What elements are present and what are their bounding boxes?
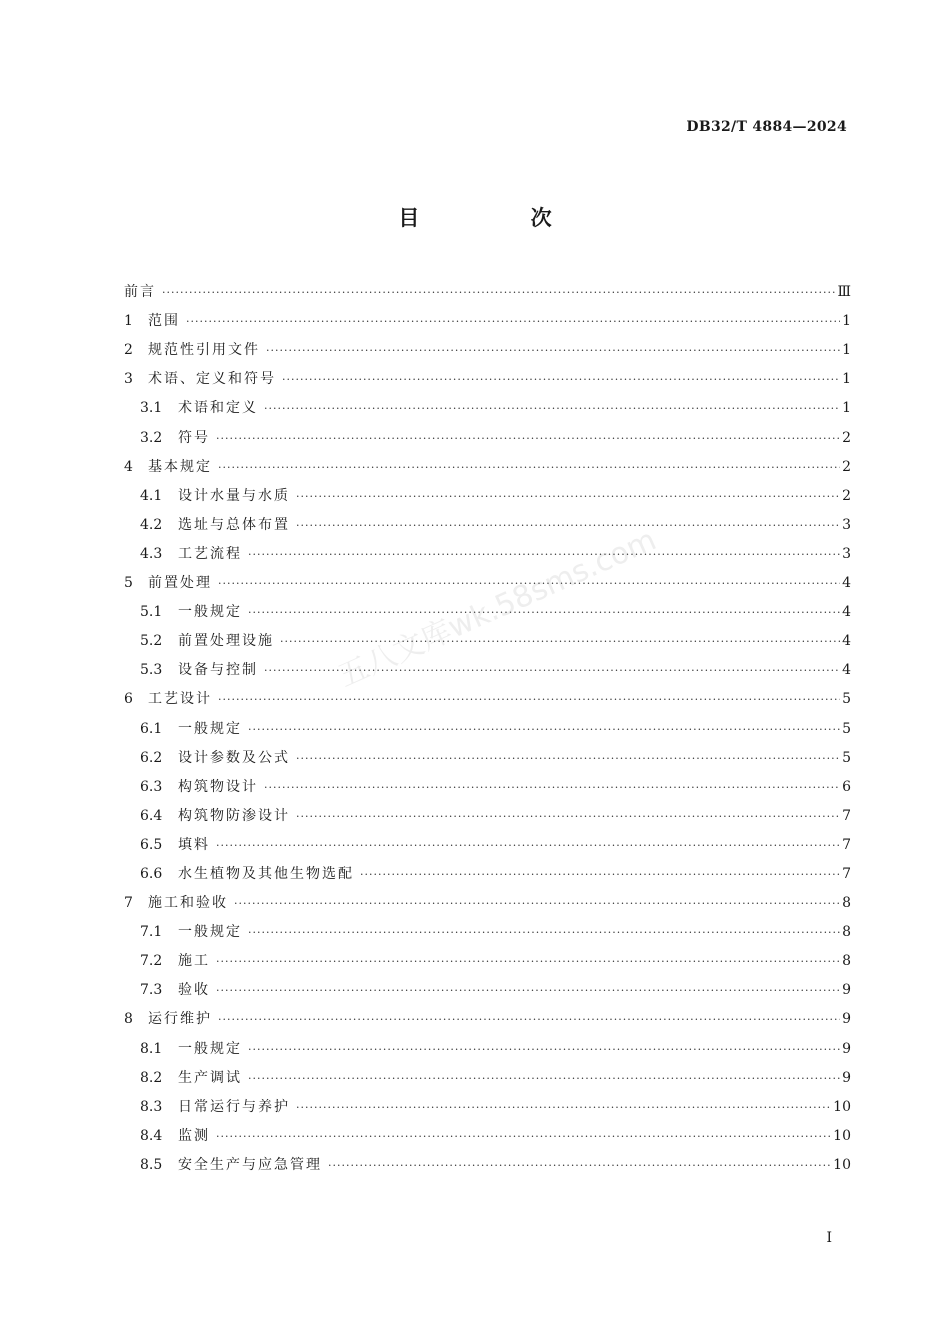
toc-entry[interactable] [124,947,851,976]
toc-leader-dots [296,1093,831,1122]
toc-leader-dots [264,656,840,685]
toc-entry-title: 范围 [148,313,180,330]
toc-entry-page: 2 [842,458,851,475]
toc-entry-title: 构筑物防渗设计 [178,807,290,824]
toc-entry-number: 4.3 [140,545,163,562]
toc-entry-page: 2 [842,487,851,504]
toc-leader-dots [162,278,835,307]
toc-entry-page: 3 [842,516,851,533]
toc-entry-number: 5 [124,575,133,592]
toc-entry-title: 术语和定义 [178,400,258,417]
toc-entry-number: 2 [124,342,133,359]
toc-leader-dots [186,307,840,336]
toc-entry-title: 设备与控制 [178,662,258,679]
toc-entry-title: 一般规定 [178,604,242,621]
toc-entry-title: 前言 [124,284,156,301]
watermark: 五八文库wk.58sms.com [333,522,662,695]
toc-entry-page: 1 [842,313,851,330]
toc-entry-number: 3.1 [140,400,163,417]
toc-entry-page: 10 [833,1127,851,1144]
toc-entry-title: 构筑物设计 [178,778,258,795]
toc-entry-number: 4.2 [140,516,163,533]
toc-entry-number: 8 [124,1011,133,1028]
toc-entry[interactable] [124,511,851,540]
toc-entry[interactable] [124,1093,851,1122]
toc-entry-number: 3 [124,371,133,388]
toc-entry-number: 5.2 [140,633,163,650]
toc-entry-title: 设计水量与水质 [178,487,290,504]
toc-entry-number: 6.2 [140,749,163,766]
toc-entry-number: 3.2 [140,429,163,446]
toc-entry-number: 6 [124,691,133,708]
toc-entry-number: 6.5 [140,836,163,853]
toc-entry-number: 6.3 [140,778,163,795]
toc-entry-number: 8.2 [140,1069,163,1086]
toc-entry-page: 10 [833,1098,851,1115]
toc-entry-title: 术语、定义和符号 [148,371,276,388]
toc-entry[interactable] [124,307,851,336]
toc-entry-number: 5.3 [140,662,163,679]
toc-entry-title: 前置处理设施 [178,633,274,650]
toc-entry-page: 1 [842,342,851,359]
toc-leader-dots [282,365,840,394]
toc-entry-page: 7 [842,836,851,853]
toc-entry-title: 设计参数及公式 [178,749,290,766]
table-of-contents [124,278,851,1180]
toc-leader-dots [280,627,840,656]
toc-entry-title: 工艺设计 [148,691,212,708]
toc-entry-number: 7 [124,895,133,912]
toc-entry-page: 4 [842,604,851,621]
toc-entry-number: 8.5 [140,1156,163,1173]
toc-entry-number: 8.1 [140,1040,163,1057]
toc-entry-page: 10 [833,1156,851,1173]
toc-entry-page: 8 [842,924,851,941]
toc-leader-dots [296,802,840,831]
toc-entry-title: 一般规定 [178,720,242,737]
toc-leader-dots [234,889,840,918]
toc-entry[interactable] [124,394,851,423]
toc-entry-title: 选址与总体布置 [178,516,290,533]
toc-entry-title: 规范性引用文件 [148,342,260,359]
toc-leader-dots [216,976,840,1005]
toc-leader-dots [264,394,840,423]
toc-entry[interactable] [124,1064,851,1093]
toc-entry-page: 9 [842,1011,851,1028]
toc-leader-dots [296,744,840,773]
toc-leader-dots [248,1064,840,1093]
toc-entry-page: 9 [842,1069,851,1086]
toc-entry-title: 一般规定 [178,924,242,941]
toc-entry-title: 监测 [178,1127,210,1144]
toc-entry-page: 7 [842,807,851,824]
toc-entry-page: 1 [842,400,851,417]
toc-leader-dots [248,540,840,569]
toc-entry-title: 基本规定 [148,458,212,475]
toc-entry-page: 4 [842,662,851,679]
toc-entry-page: 2 [842,429,851,446]
toc-entry[interactable] [124,1034,851,1063]
standard-code: DB32/T 4884—2024 [686,119,847,135]
toc-entry-title: 工艺流程 [178,545,242,562]
toc-entry-number: 1 [124,313,133,330]
toc-entry-title: 验收 [178,982,210,999]
toc-leader-dots [328,1151,831,1180]
toc-entry[interactable] [124,336,851,365]
toc-entry-page: 9 [842,982,851,999]
toc-entry[interactable] [124,453,851,482]
toc-entry-number: 5.1 [140,604,163,621]
toc-entry-title: 填料 [178,836,210,853]
toc-leader-dots [248,918,840,947]
toc-entry-title: 施工 [178,953,210,970]
toc-entry[interactable] [124,1151,851,1180]
toc-entry[interactable] [124,976,851,1005]
toc-leader-dots [218,1005,840,1034]
toc-entry[interactable] [124,540,851,569]
toc-entry[interactable] [124,1005,851,1034]
toc-leader-dots [218,685,840,714]
toc-entry-title: 安全生产与应急管理 [178,1156,322,1173]
toc-entry-number: 6.4 [140,807,163,824]
toc-entry-number: 8.3 [140,1098,163,1115]
toc-entry[interactable] [124,598,851,627]
toc-entry-number: 6.6 [140,865,163,882]
toc-entry-number: 7.1 [140,924,163,941]
toc-entry-number: 4.1 [140,487,163,504]
toc-entry-title: 水生植物及其他生物选配 [178,865,354,882]
toc-entry-title: 符号 [178,429,210,446]
toc-entry-page: 5 [842,691,851,708]
toc-leader-dots [216,1122,831,1151]
toc-entry[interactable] [124,1122,851,1151]
toc-leader-dots [216,947,840,976]
page-title: 目 次 [398,206,604,230]
toc-leader-dots [218,569,840,598]
toc-entry[interactable] [124,714,851,743]
toc-entry[interactable] [124,423,851,452]
toc-entry-number: 4 [124,458,133,475]
toc-entry-page: 8 [842,953,851,970]
toc-entry-page: 8 [842,895,851,912]
toc-leader-dots [248,715,840,744]
toc-entry-page: 4 [842,575,851,592]
toc-entry[interactable] [124,918,851,947]
toc-leader-dots [266,336,840,365]
toc-entry[interactable] [124,656,851,685]
toc-entry-title: 生产调试 [178,1069,242,1086]
toc-entry-number: 6.1 [140,720,163,737]
toc-entry[interactable] [124,773,851,802]
toc-entry-title: 一般规定 [178,1040,242,1057]
toc-leader-dots [216,424,840,453]
toc-entry-title: 施工和验收 [148,895,228,912]
toc-leader-dots [248,598,840,627]
toc-entry-page: 3 [842,545,851,562]
toc-leader-dots [296,482,840,511]
toc-entry[interactable] [124,860,851,889]
toc-entry[interactable] [124,569,851,598]
toc-entry[interactable] [124,685,851,714]
toc-entry-page: Ⅲ [837,284,851,301]
toc-entry-page: 4 [842,633,851,650]
toc-entry-page: 5 [842,749,851,766]
toc-entry-page: 1 [842,371,851,388]
toc-entry[interactable] [124,482,851,511]
toc-leader-dots [360,860,840,889]
toc-entry[interactable] [124,889,851,918]
toc-entry[interactable] [124,365,851,394]
toc-entry-title: 前置处理 [148,575,212,592]
toc-entry[interactable] [124,744,851,773]
toc-entry-title: 日常运行与养护 [178,1098,290,1115]
toc-entry-number: 8.4 [140,1127,163,1144]
toc-leader-dots [296,511,840,540]
toc-entry[interactable] [124,831,851,860]
toc-entry-number: 7.3 [140,982,163,999]
toc-entry[interactable] [124,627,851,656]
toc-entry-title: 运行维护 [148,1011,212,1028]
toc-entry-page: 7 [842,865,851,882]
toc-entry[interactable] [124,802,851,831]
page-number: I [826,1230,832,1246]
toc-leader-dots [248,1035,840,1064]
toc-entry-page: 9 [842,1040,851,1057]
toc-leader-dots [216,831,840,860]
toc-entry-page: 6 [842,778,851,795]
toc-entry-page: 5 [842,720,851,737]
toc-entry[interactable] [124,278,851,307]
toc-leader-dots [264,773,840,802]
toc-leader-dots [218,453,840,482]
toc-entry-number: 7.2 [140,953,163,970]
